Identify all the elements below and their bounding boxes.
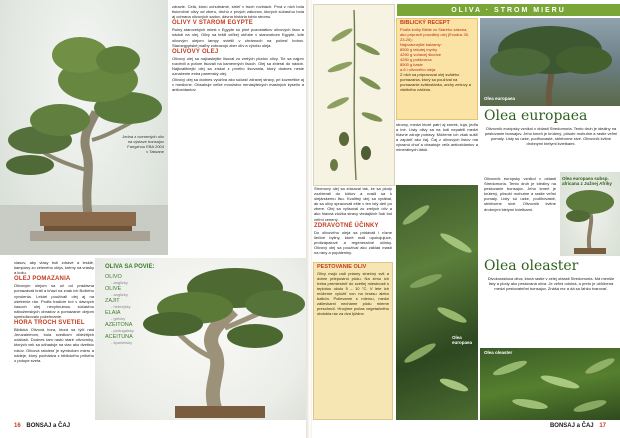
cultivation-heading: PESTOVANIE OLIV [317, 264, 367, 270]
variety-language: - portugalsky [111, 328, 134, 333]
caption-line: na výstave bonsajov [127, 139, 164, 144]
paragraph: Biblická Olivová hora, ktorá sa týči nad Jeruzalemom, bola svedkom dôležitých udalostí. Dodnes tam rastú staré olivovníky, ktorých vek sa odhaduje na viac ako dvetisíc rokov. Olivová ratolesť je symbolom mieru a nádeje, ktorý pochádza z biblického príbehu o potope sveta. [14, 327, 94, 363]
paragraph: Olivový olej sa dodnes využíva ako súčasť zdravej stravy, pri kozmetike aj v medicíne. Obsahuje veľké množstvo nenasýtených mastných kyselín a antioxidantov. [172, 77, 304, 93]
paragraph: Olivovým olejom sa už od pradávna pomazávali králi a kňazi na znak ich Božieho vyvolenia. Lekári používali olej aj na ošetrenie rán. Podľa tradície bol v dávnych časoch olej nevyhnutnou súčasťou náboženských obradov a pomazanie olejom symbolizovalo požehnanie. [14, 283, 94, 319]
olive-leaves-illustration [396, 185, 478, 420]
left-page [0, 0, 308, 438]
paragraph: zdravie. Celá, ktorú ochutnáme, strieľ v troch rovinách. Prvá z nich bola tisícročné olivy od zberu, druhú z prvých zákonov, ktorých súčasťou bola aj ochrana olivových sadov, dávna história tohto stromu. [172, 4, 304, 20]
recipe-ingredient: 4250 g puškvorca [400, 57, 432, 62]
article-column-top [172, 4, 304, 254]
recipe-note: Z nich sa pripravoval olej svätého pomazania, ktorý sa používal na pomazanie svätostánku, archy zmluvy a všetkého náčinia. [400, 72, 471, 92]
olea-europaea-illustration [480, 18, 620, 106]
recipe-ingredient: Najvzácnejšie balzamy: [400, 42, 442, 47]
paragraph: Ruiny starovekých miest v Egypte sú plné pozostatkov olivových lisov a nádob na olej. Olivy sa tešili veľkej obľube v starovekom Egypte, kde olivovým olejom lampy svietili v chrámoch na počesť bohov. Staroegyptské maľby zobrazujú zber olív a výrobu oleja. [172, 27, 304, 48]
paragraph: stromy, medzi ktoré patrí aj smrek, tuja, jedľa a iné. Listy olivy sa na lodi nepatrili medzi hlavné zdroje potravy. Môžeme ich však sušiť a zapáriť ako čaj. Čaj z olivových listov má výraznú chuť a obsahuje veľa antioxidantov a minerálnych látok. [396, 122, 478, 153]
section-heading: OLIVOVÝ OLEJ [172, 48, 219, 55]
species-title: Olea europaea [484, 108, 588, 124]
paragraph: Olivovník európsky vznikol v oblasti Stredomoria. Tento druh je ideálny na pestovanie bonsajov. Jeho kmeň je krútený, pôsobí mohutne a rastie veľmi pomaly. Listy sú úzke, podlhovasté, strieborne sivé. Olivovník kvitne drobnými bielymi kvietkami. [484, 176, 556, 212]
olea-africana-photo [560, 172, 620, 256]
variety-names-box [105, 264, 157, 346]
variety-name: ELAIA [105, 309, 121, 316]
recipe-ingredient: 4250 g voňavej škorice [400, 52, 441, 57]
variety-name: OLIVO [105, 273, 122, 280]
variety-heading: OLIVA SA POVIE: [105, 264, 155, 270]
article-column-side [484, 176, 556, 256]
banner-title: OLIVA · STROM MIERU [451, 6, 566, 14]
photo-label: Olea europaea [452, 335, 473, 345]
bonsai-tree-illustration [0, 0, 168, 255]
cultivation-text: Olivy majú radi priamy slnečný svit a dobre priepustnú pôdu. Na zimu ich treba premiestniť do svetlej miestnosti s teplotou okolo 5 – 10 °C. V lete ich môžeme vyložiť von na terasu alebo balkón. Polievame s mierou, medzi zálievkami necháme pôdu mierne preschnúť. Hnojíme počas vegetačného obdobia raz za dva týždne. [317, 271, 389, 316]
recipe-intro: Podľa knihy Biblie zo Starého zákona, ako pripraviť posvätný olej (Exodus 30, 23-25): [400, 27, 470, 42]
olea-oleaster-photo [480, 348, 620, 420]
section-heading: HORA TROCH SVETIEL [14, 320, 85, 327]
recipe-ingredient: a 6 l olivového oleja. [400, 67, 437, 72]
photo-label: Olea europaea [484, 96, 516, 101]
variety-language: - španielsky [111, 340, 133, 345]
species-title: Olea oleaster [484, 258, 579, 274]
article-column-lower [396, 122, 478, 182]
recipe-heading: BIBLICKÝ RECEPT [400, 20, 450, 26]
variety-name: ZAJIT [105, 297, 120, 304]
section-banner [397, 4, 620, 16]
page-number: 17 [599, 423, 606, 429]
magazine-name: BONSAJ a ČAJ [549, 423, 594, 429]
magazine-name: BONSAJ a ČAJ [26, 423, 71, 429]
section-heading: OLEJ POMAZANIA [14, 276, 71, 283]
variety-name: AZEITONA [105, 321, 133, 328]
olive-branch-drawing [314, 5, 394, 185]
page-footer-right [550, 423, 606, 429]
recipe-box [396, 18, 478, 120]
paragraph: vlasov, aby vlasy boli zdravé a lesklé, šampóny zo zeleného oleja, krémy na vrásky a kožu. [14, 260, 94, 276]
page-number: 16 [14, 423, 21, 429]
olea-europaea-photo [480, 18, 620, 106]
variety-name: OLIVE [105, 285, 122, 292]
bonsai-photo-large [0, 0, 168, 255]
botanical-illustration [313, 4, 395, 186]
variety-language: - anglicky [111, 280, 128, 285]
section-heading: ZDRAVOTNÉ ÚČINKY [314, 222, 379, 229]
olive-leaves-photo [396, 185, 478, 420]
photo-caption [96, 134, 164, 154]
article-column-bottom [14, 260, 94, 418]
photo-label: Olea europaea subsp. africana z Južnej Afriky [562, 176, 612, 186]
variety-name: ACEITUNA [105, 333, 133, 340]
variety-language: - grécky [111, 316, 126, 321]
caption-line: Fangzhou EBA 2004 [127, 144, 164, 149]
species-description: Olivovník európsky vznikol v oblasti Stredomoria. Tento druh je ideálny na pestovanie bonsajov. Jeho kmeň je krútený, pôsobí mohutne a rastie veľmi pomaly. Listy sú úzke, podlhovasté, strieborne sivé. Olivovník kvitne drobnými bielymi kvietkami. [484, 126, 618, 147]
olea-oleaster-illustration [480, 348, 620, 420]
paragraph: Olivový olej sa najčastejšie lisoval zo zrelých plodov olivy. Tie sa najprv rozdrvili a potom lisovali na kamenných lisoch. Olej sa zbieral do nádob. Najkvalitnejší olej sa získal z prvého lisovania, ktorý dodnes nesie označenie extra panenský olej. [172, 55, 304, 77]
recipe-ingredient: 8500 g tekutej myrhy [400, 47, 438, 52]
caption-line: v Taiwane [146, 149, 164, 154]
photo-label: Olea oleaster [484, 350, 513, 355]
paragraph: Stromový olej sa získaval tak, že sa plody zozbierali do kôšov a nosili sa k olejárskemu lisu. Kvalitný olej sa vyrábal, ak sa olivy spracovali ešte v ten istý deň po zbere. Olej sa vylisoval zo zrelých olív a ako hlavná zložka stravy vtedajších ľudí bol veľmi cenený. [314, 186, 392, 222]
caption-line: Jedna z ocenených olív [122, 134, 164, 139]
article-column-middle [314, 186, 392, 260]
variety-language: - anglicky [111, 292, 128, 297]
variety-language: - hebrejsky [111, 304, 131, 309]
recipe-ingredient: 8500 g kasie [400, 62, 423, 67]
paragraph: Do olivového oleja sa pridávali i rôzne liečivé byliny, ktoré mali upokojujúce, protizápalové a regeneračné účinky. Olivový olej sa používal ako základ mastí na rany a popáleniny. [314, 229, 392, 256]
page-footer-left [14, 423, 70, 429]
right-page [312, 0, 620, 438]
section-heading: OLIVY V STAROM EGYPTE [172, 20, 253, 27]
cultivation-box [313, 262, 393, 420]
species-description: Divokorastúca oliva, ktorá rastie v celej oblasti Stredomoria. Má menšie listy a plody ako pestovaná oliva. Je veľmi odolná, a preto je obľúbená medzi pestovateľmi bonsajov. Znáša rez a dá sa ľahko tvarovať. [487, 276, 615, 292]
